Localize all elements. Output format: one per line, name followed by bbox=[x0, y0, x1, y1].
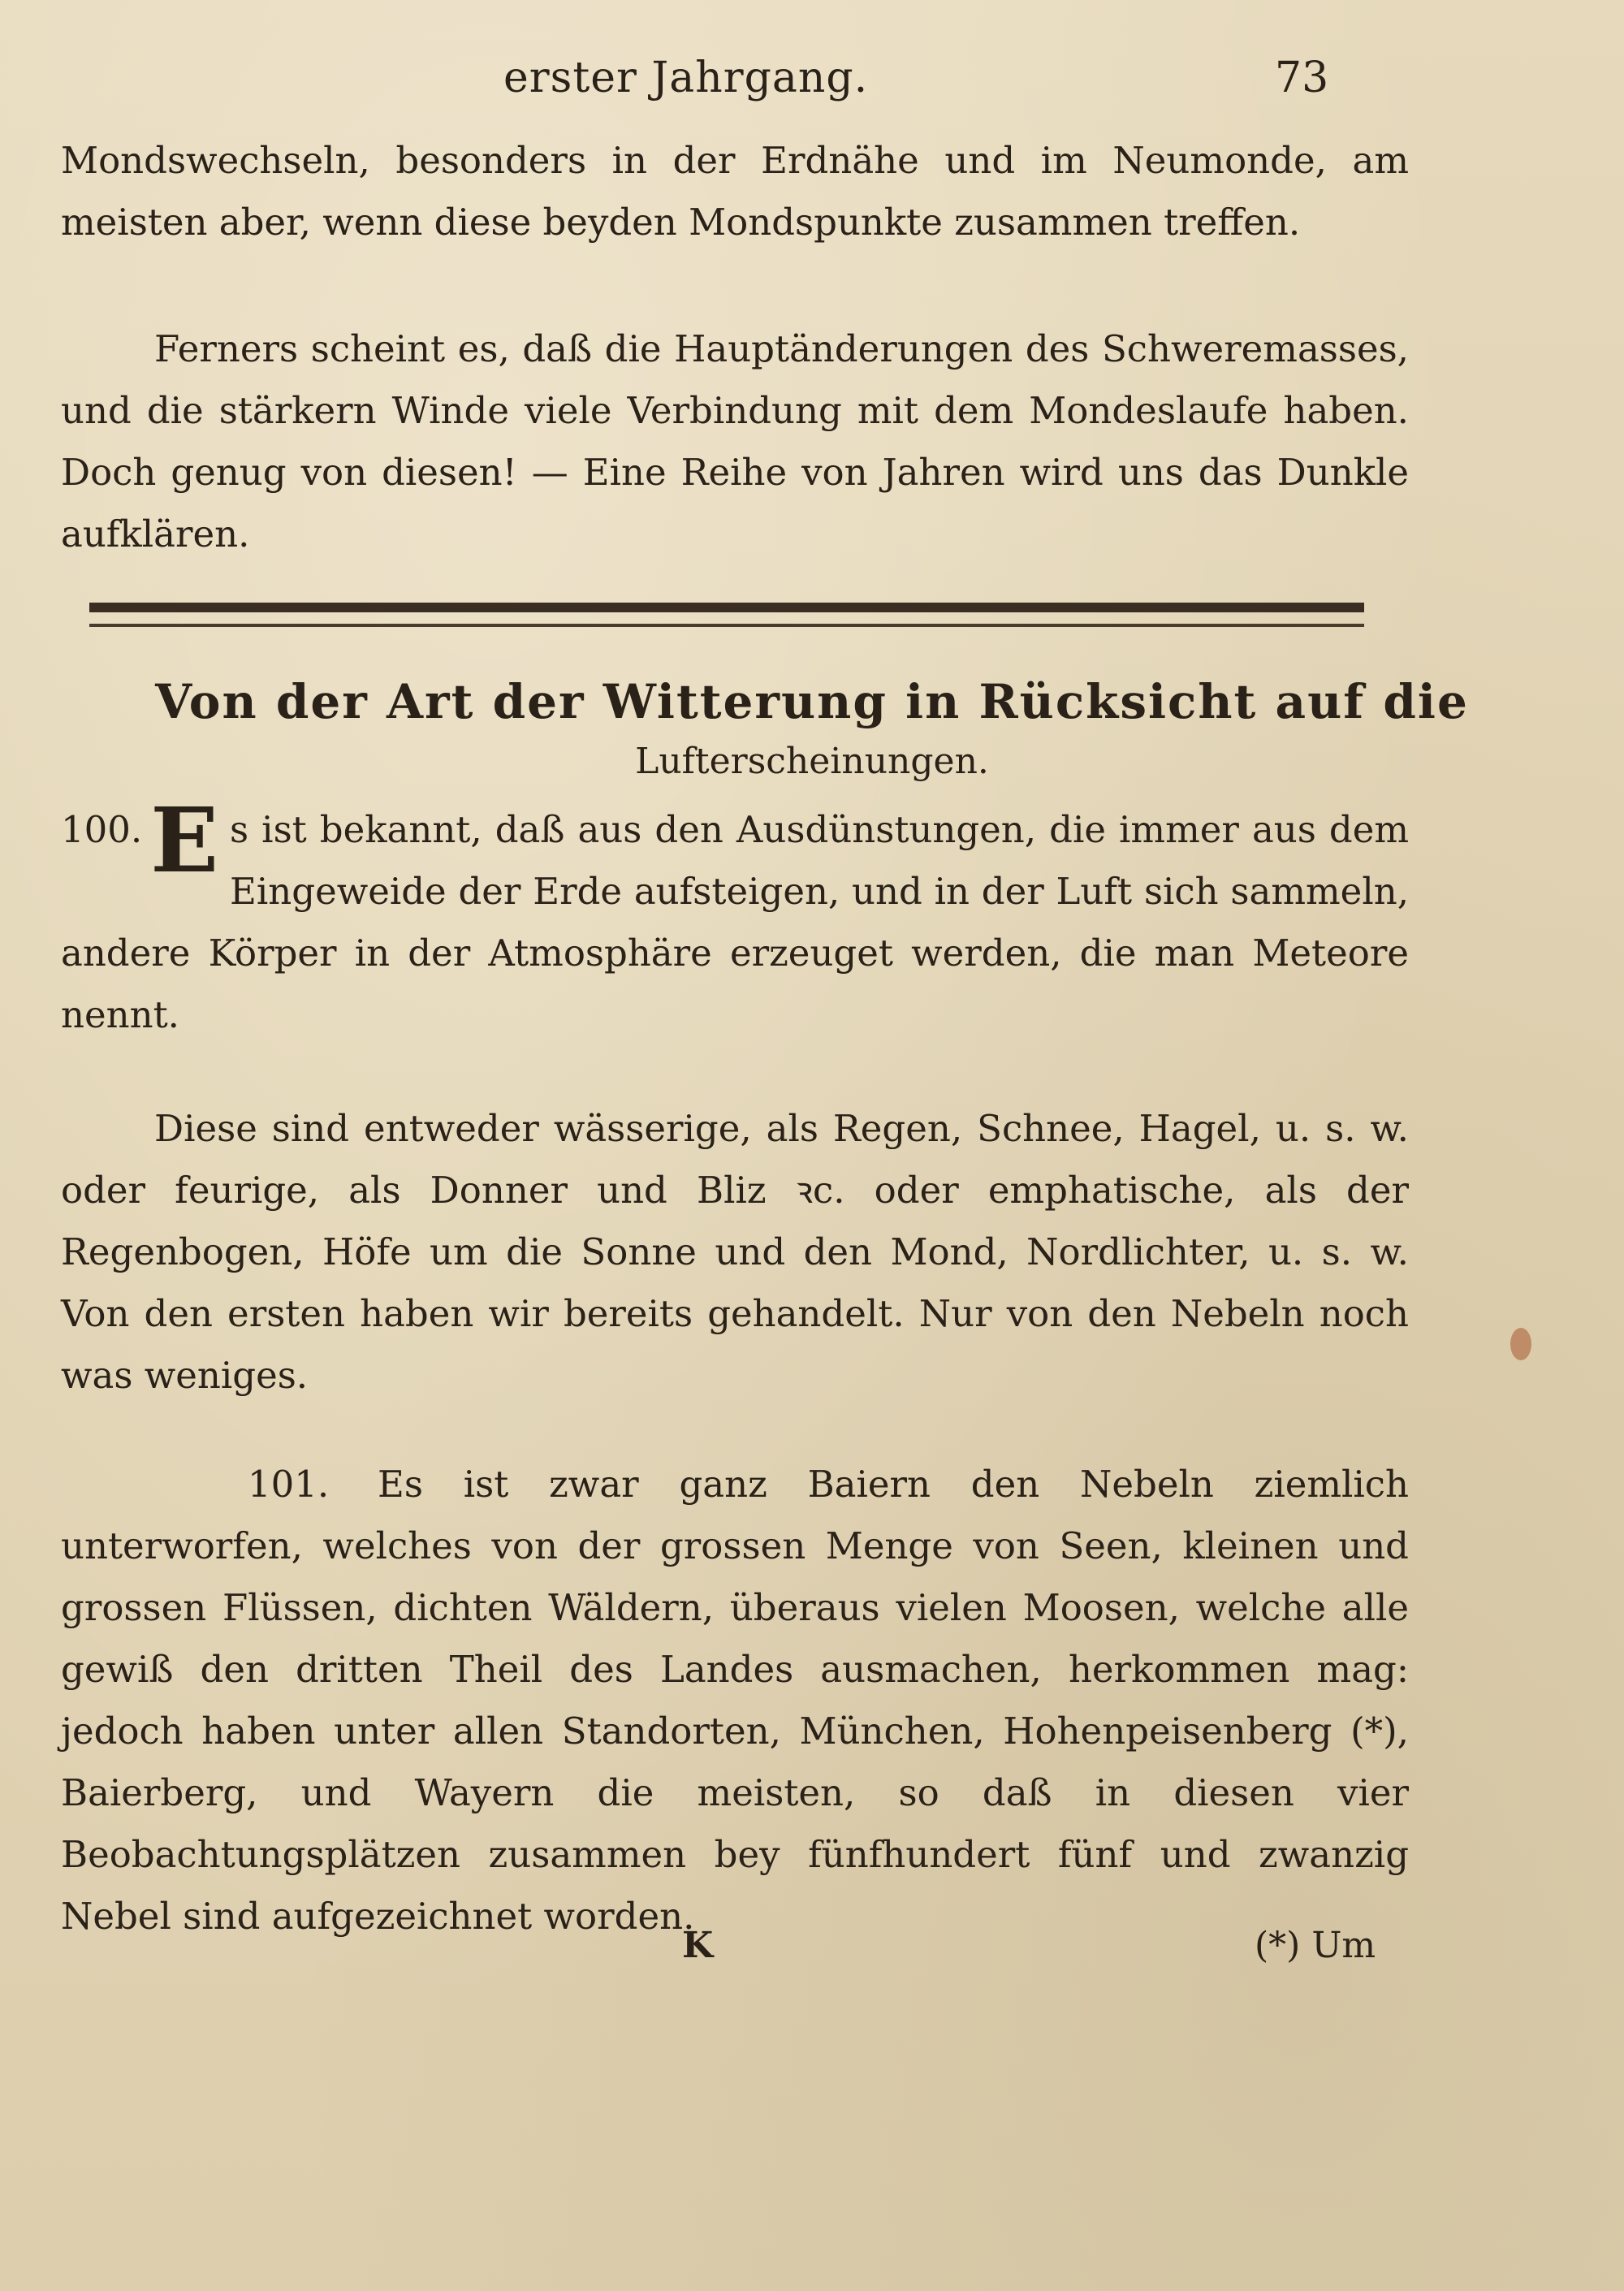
section-divider-thin bbox=[89, 624, 1364, 627]
paragraph-number-100: 100. bbox=[61, 808, 143, 851]
paragraph-101 bbox=[61, 1454, 1409, 1947]
page-footer bbox=[0, 1925, 1624, 1982]
catchword: (*) Um bbox=[1255, 1925, 1376, 1966]
paragraph-number-101: 101. bbox=[248, 1463, 330, 1506]
paper-stain bbox=[1510, 1328, 1531, 1360]
paragraph-100-text: s ist bekannt, daß aus den Ausdünstungen, die immer aus dem Eingeweide der Erde aufsteigen, und in der Luft sich sammeln, andere Körper in der Atmosphäre erzeuget werden, die man Meteore nennt. bbox=[61, 808, 1409, 1036]
page-header bbox=[0, 49, 1624, 114]
dropcap-letter: E bbox=[150, 788, 219, 893]
page-number: 73 bbox=[1275, 54, 1329, 102]
paragraph-100 bbox=[61, 788, 1409, 1046]
section-subtitle: Lufterscheinungen. bbox=[635, 741, 989, 782]
paragraph-meteor-types: Diese sind entweder wässerige, als Regen, Schnee, Hagel, u. s. w. oder feurige, als Donner und Bliz ꝛc. oder emphatische, als der Regenbogen, Höfe um die Sonne und den Mond, Nordlichter, u. s. w. Von den ersten haben wir bereits gehandelt. Nur von den Nebeln noch was weniges. bbox=[61, 1107, 1409, 1397]
section-divider-thick bbox=[89, 603, 1364, 612]
paragraph-moon-phases: Mondswechseln, besonders in der Erdnähe und im Neumonde, am meisten aber, wenn diese beyden Mondspunkte zusammen treffen. bbox=[61, 139, 1409, 244]
section-title: Von der Art der Witterung in Rücksicht auf die bbox=[155, 674, 1469, 729]
signature-mark: K bbox=[682, 1925, 714, 1966]
paragraph-pressure-winds: Ferners scheint es, daß die Hauptänderungen des Schweremasses, und die stärkern Winde viele Verbindung mit dem Mondeslaufe haben. Doch genug von diesen! — Eine Reihe von Jahren wird uns das Dunkle aufklären. bbox=[61, 327, 1409, 555]
paragraph-101-text: Es ist zwar ganz Baiern den Nebeln ziemlich unterworfen, welches von der grossen Menge von Seen, kleinen und grossen Flüssen, dichten Wäldern, überaus vielen Moosen, welche alle gewiß den dritten Theil des Landes ausmachen, herkommen mag: jedoch haben unter allen Standorten, München, Hohenpeisenberg (*), Baierberg, und Wayern die meisten, so daß in diesen vier Beobachtungsplätzen zusammen bey fünfhundert fünf und zwanzig Nebel sind aufgezeichnet worden. bbox=[61, 1463, 1409, 1938]
running-title: erster Jahrgang. bbox=[503, 54, 869, 102]
